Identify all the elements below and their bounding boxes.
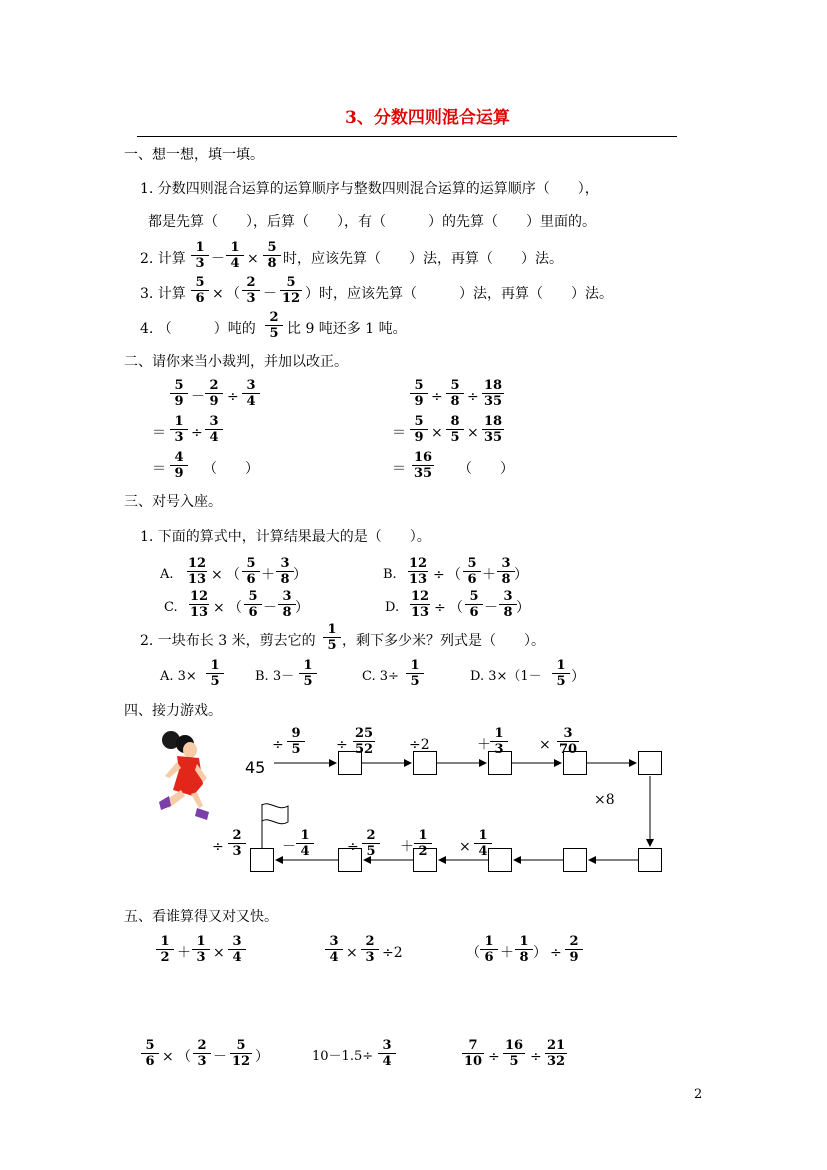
plus-sign: ＋ [482, 567, 496, 583]
fraction: 3 4 [378, 1038, 396, 1069]
right-paren: ） [533, 945, 547, 961]
minus-sign: － [484, 600, 498, 616]
equals-sign: ＝ [392, 461, 406, 477]
divide-sign: ÷ [227, 389, 239, 405]
judge-paren-right: （ ） [458, 461, 514, 477]
fraction: 1 3 [191, 240, 209, 271]
right-paren: ） [516, 600, 530, 616]
divide-sign: ÷ [272, 737, 284, 753]
times-sign: × [162, 1049, 174, 1065]
fraction: 1 2 [156, 934, 174, 965]
times-sign: × [459, 839, 471, 855]
fraction: 9 5 [287, 726, 305, 757]
fraction: 1 5 [299, 658, 317, 689]
equals-sign: ＝ [152, 425, 166, 441]
times-sign: × [467, 425, 479, 441]
expression-prefix: 10－1.5÷ [312, 1049, 374, 1064]
times-sign: × [539, 737, 551, 753]
divide-two-label: ÷2 [382, 945, 403, 961]
fraction: 12 13 [189, 589, 209, 620]
s1-q4-suffix: 比 9 吨还多 1 吨。 [287, 321, 407, 337]
times-sign: × [346, 945, 358, 961]
start-number: 45 [245, 758, 266, 777]
section-2-heading: 二、请你来当小裁判，并加以改正。 [124, 354, 348, 370]
divide-sign: ÷ [347, 839, 359, 855]
fraction: 25 52 [354, 726, 374, 757]
divide-sign: ÷ [550, 945, 562, 961]
s3-q2-suffix: ，剩下多少米？列式是（ ）。 [342, 633, 545, 649]
fraction: 3 4 [228, 934, 246, 965]
fraction: 5 9 [410, 414, 428, 445]
flag-icon [262, 804, 288, 848]
fraction: 2 9 [565, 934, 583, 965]
minus-sign: － [211, 251, 225, 267]
divide-sign: ÷ [191, 425, 203, 441]
fraction: 5 6 [191, 275, 209, 306]
minus-sign: － [213, 1049, 227, 1065]
option-d-label: D. [385, 600, 400, 615]
times-sign: × [211, 567, 223, 583]
right-paren: ） [255, 1049, 269, 1065]
right-paren: ） [571, 669, 585, 685]
times-sign: × [247, 251, 259, 267]
fraction: 1 4 [226, 240, 244, 271]
fraction: 3 8 [276, 556, 294, 587]
fraction: 16 35 [413, 450, 433, 481]
fraction: 3 8 [497, 556, 515, 587]
section-4-heading: 四、接力游戏。 [124, 703, 222, 719]
times-sign: × [431, 425, 443, 441]
s1-q3-prefix: 3. 计算 [140, 286, 186, 302]
left-paren: （ [447, 567, 461, 583]
right-paren: ） [514, 567, 528, 583]
s1-q4-prefix: 4. （ ）吨的 [140, 321, 256, 337]
plus-sign: ＋ [500, 945, 514, 961]
left-paren: （ [226, 286, 240, 302]
fraction: 2 3 [242, 275, 260, 306]
fraction: 1 4 [296, 828, 314, 859]
s1-q3-suffix: ）时，应该先算（ ）法，再算（ ）法。 [305, 286, 613, 302]
fraction: 5 12 [231, 1038, 251, 1069]
fraction: 1 8 [515, 934, 533, 965]
fraction: 5 6 [465, 589, 483, 620]
fraction: 8 5 [446, 414, 464, 445]
fraction: 1 5 [406, 658, 424, 689]
fraction: 2 3 [193, 1038, 211, 1069]
divide-sign: ÷ [467, 389, 479, 405]
s3-q2-prefix: 2. 一块布长 3 米，剪去它的 [140, 633, 316, 649]
minus-sign: － [263, 286, 277, 302]
times-sign: × [213, 600, 225, 616]
times-sign: × [212, 286, 224, 302]
equals-sign: ＝ [152, 461, 166, 477]
fraction: 4 9 [170, 450, 188, 481]
fraction: 2 5 [265, 310, 283, 341]
times-sign: × [213, 945, 225, 961]
section-5-heading: 五、看谁算得又对又快。 [124, 909, 278, 925]
right-paren: ） [293, 567, 307, 583]
divide-sign: ÷ [530, 1049, 542, 1065]
fraction: 5 8 [263, 240, 281, 271]
times-eight-label: ×8 [594, 792, 615, 808]
plus-sign: ＋ [261, 567, 275, 583]
fraction: 5 12 [281, 275, 301, 306]
fraction: 18 35 [483, 414, 503, 445]
section-1-heading: 一、想一想，填一填。 [124, 147, 264, 163]
fraction: 1 2 [414, 828, 432, 859]
fraction: 1 5 [552, 658, 570, 689]
fraction: 5 9 [410, 378, 428, 409]
option-c-label: C. [164, 600, 178, 615]
fraction: 1 4 [474, 828, 492, 859]
fraction: 2 3 [228, 828, 246, 859]
fraction: 2 3 [361, 934, 379, 965]
minus-sign: － [282, 839, 296, 855]
minus-sign: － [191, 389, 205, 405]
fraction: 5 6 [463, 556, 481, 587]
left-paren: （ [226, 567, 240, 583]
fraction: 3 4 [205, 414, 223, 445]
right-paren: ） [295, 600, 309, 616]
plus-sign: ＋ [177, 945, 191, 961]
s1-q2-suffix: 时，应该先算（ ）法，再算（ ）法。 [283, 251, 563, 267]
page-number: 2 [694, 1087, 703, 1102]
fraction: 7 10 [463, 1038, 483, 1069]
fraction: 12 13 [410, 589, 430, 620]
fraction: 3 8 [499, 589, 517, 620]
left-paren: （ [449, 600, 463, 616]
judge-paren-left: （ ） [203, 461, 259, 477]
option-a-label: A. [160, 567, 174, 582]
divide-sign: ÷ [434, 600, 446, 616]
option-b-label: B. [383, 567, 397, 582]
fraction: 2 9 [205, 378, 223, 409]
minus-sign: － [263, 600, 277, 616]
fraction: 3 8 [278, 589, 296, 620]
divide-sign: ÷ [336, 737, 348, 753]
divide-sign: ÷ [431, 389, 443, 405]
divide-sign: ÷ [488, 1049, 500, 1065]
fraction: 1 3 [490, 726, 508, 757]
fraction: 3 4 [325, 934, 343, 965]
fraction: 12 13 [187, 556, 207, 587]
fraction: 1 5 [323, 622, 341, 653]
fraction: 16 5 [504, 1038, 524, 1069]
plus-sign: ＋ [477, 737, 491, 753]
fraction: 18 35 [483, 378, 503, 409]
q2-option-b: B. 3－ [255, 669, 295, 684]
fraction: 2 5 [362, 828, 380, 859]
section-3-heading: 三、对号入座。 [124, 494, 222, 510]
fraction: 5 6 [141, 1038, 159, 1069]
s1-q2-prefix: 2. 计算 [140, 251, 186, 267]
left-paren: （ [228, 600, 242, 616]
s1-q1-line2: 都是先算（ ），后算（ ），有（ ）的先算（ ）里面的。 [148, 214, 596, 230]
fraction: 1 5 [206, 658, 224, 689]
left-paren: （ [177, 1049, 191, 1065]
fraction: 3 4 [242, 378, 260, 409]
fraction: 3 70 [558, 726, 578, 757]
page-title: 3、分数四则混合运算 [345, 108, 510, 128]
q2-option-a: A. 3× [160, 669, 197, 684]
s3-q1: 1. 下面的算式中，计算结果最大的是（ ）。 [140, 529, 431, 545]
divide-sign: ÷ [212, 839, 224, 855]
fraction: 5 6 [244, 589, 262, 620]
fraction: 5 9 [170, 378, 188, 409]
fraction: 1 3 [170, 414, 188, 445]
s1-q1-line1: 1. 分数四则混合运算的运算顺序与整数四则混合运算的运算顺序（ ）， [140, 181, 599, 197]
equals-sign: ＝ [392, 425, 406, 441]
fraction: 1 6 [480, 934, 498, 965]
fraction: 1 3 [192, 934, 210, 965]
divide-sign: ÷ [433, 567, 445, 583]
left-paren: （ [466, 945, 480, 961]
q2-option-d: D. 3×（1－ [470, 669, 542, 684]
plus-sign: ＋ [400, 839, 414, 855]
divide-two-label: ÷2 [409, 737, 430, 753]
fraction: 5 6 [242, 556, 260, 587]
q2-option-c: C. 3÷ [362, 669, 399, 684]
fraction: 21 32 [546, 1038, 566, 1069]
fraction: 5 8 [446, 378, 464, 409]
fraction: 12 13 [408, 556, 428, 587]
